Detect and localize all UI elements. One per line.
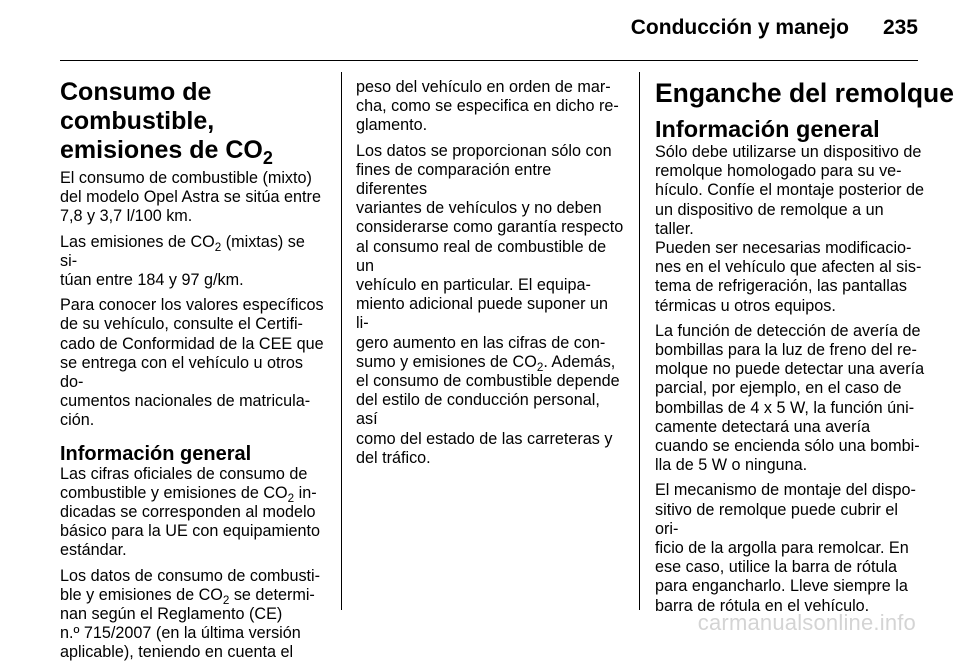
paragraph: Sólo debe utilizarse un dispositivo de remolque homologado para su ve- hículo. Confíe el montaje posterior de un dispositivo de remolque a un taller. Pueden ser necesarias modificacio- nes en el vehículo que afecten al sis- tema de refrigeración, las pantallas térmicas u otros equipos. bbox=[655, 143, 925, 315]
subheading-general-info: Información general bbox=[60, 442, 252, 465]
column-divider-2 bbox=[639, 72, 640, 610]
column-1 bbox=[60, 78, 326, 669]
chapter-title: Conducción y manejo bbox=[630, 16, 849, 39]
paragraph: Los datos se proporcionan sólo con fines de comparación entre diferentes variantes de vehículos y no deben considerarse como garantía respecto al consumo real de combustible de un vehículo en particular. El equipa- miento adicional puede suponer un li- gero aumento en las cifras de con- sumo y emisiones de $CO_2$. Además, el consumo de combustible depende del estilo de conducción personal, así como del estado de las carreteras y del tráfico. bbox=[356, 141, 624, 467]
paragraph: Los datos de consumo de combusti- ble y emisiones de $CO_2$ se determi- nan según el Reglamento (CE) n.º 715/2007 (en la última versión aplicable), teniendo en cuenta el bbox=[60, 566, 321, 662]
section-heading-fuel-emissions: Consumo de combustible, emisiones de $CO_2$ bbox=[60, 78, 273, 168]
subheading-general-info: Información general bbox=[655, 116, 880, 142]
paragraph: El mecanismo de montaje del dispo- sitivo de remolque puede cubrir el ori- ficio de la argolla para remolcar. En ese caso, utilice la barra de rótula para engancharlo. Lleve siempre la barra de rótula en el vehículo. bbox=[655, 481, 916, 615]
column-3 bbox=[655, 78, 954, 622]
column-2 bbox=[356, 78, 624, 474]
column-divider-1 bbox=[341, 72, 342, 610]
watermark: carmanualsonline.info bbox=[697, 610, 916, 635]
paragraph: Para conocer los valores específicos de su vehículo, consulte el Certifi- cado de Conformidad de la CEE que se entrega con el vehículo u otros do- cumentos nacionales de matricula- ción. bbox=[60, 296, 324, 430]
page-header bbox=[631, 16, 918, 40]
page-number: 235 bbox=[882, 16, 918, 39]
paragraph: Las cifras oficiales de consumo de combustible y emisiones de $CO_2$ in- dicadas se corresponden al modelo básico para la UE con equipamiento estándar. bbox=[60, 464, 321, 560]
header-rule bbox=[60, 60, 918, 61]
paragraph: El consumo de combustible (mixto) del modelo Opel Astra se sitúa entre 7,8 y 3,7 l/100 km. bbox=[60, 169, 321, 226]
section-heading-trailer-hitch: Enganche del remolque bbox=[655, 78, 954, 108]
paragraph: Las emisiones de $CO_2$ (mixtas) se si- túan entre 184 y 97 g/km. bbox=[60, 232, 305, 290]
paragraph: La función de detección de avería de bombillas para la luz de freno del re- molque no puede detectar una avería parcial, por ejemplo, en el caso de bombillas de 4 x 5 W, la función úni- camente detectará una avería cuando se encienda sólo una bombi- lla de 5 W o ninguna. bbox=[655, 321, 925, 475]
paragraph: peso del vehículo en orden de mar- cha, como se especifica en dicho re- glamento. bbox=[356, 78, 619, 135]
